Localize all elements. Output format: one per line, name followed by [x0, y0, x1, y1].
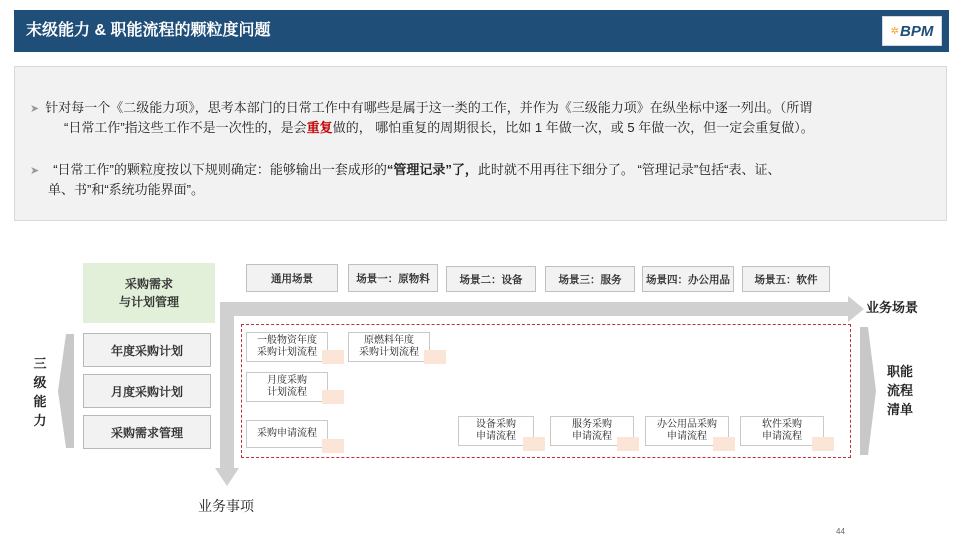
process-line: 采购计划流程	[359, 347, 419, 358]
left-label-char: 能	[33, 394, 47, 409]
left-label-char: 三	[33, 356, 47, 371]
left-bracket-arrow	[58, 334, 74, 448]
process-tag	[322, 439, 344, 453]
scene-header: 场景二：设备	[446, 266, 536, 292]
process-line: 申请流程	[572, 431, 612, 442]
right-axis-label	[880, 362, 920, 419]
process-tag	[424, 350, 446, 364]
right-label-line: 流程	[886, 383, 913, 398]
y-axis-arrow	[215, 302, 239, 486]
level2-line: 与计划管理	[118, 295, 179, 309]
y-axis-label: 业务事项	[198, 498, 254, 514]
process-line: 采购申请流程	[257, 428, 317, 439]
right-label-line: 职能	[886, 364, 913, 379]
logo-text: BPM	[900, 22, 934, 40]
page-title: 末级能力 & 职能流程的颗粒度问题	[26, 22, 271, 39]
left-axis-label	[30, 354, 50, 430]
scene-header: 场景五：软件	[742, 266, 830, 292]
note-text: 此时就不用再往下细分了。 “管理记录”包括“表、证、	[477, 162, 781, 177]
process-tag	[523, 437, 545, 451]
process-line: 月度采购	[267, 375, 307, 386]
right-label-line: 清单	[886, 402, 913, 417]
left-label-char: 力	[33, 413, 47, 428]
process-tag	[713, 437, 735, 451]
process-line: 计划流程	[267, 387, 307, 398]
bullet-arrow-icon: ➤	[30, 165, 40, 177]
scene-header: 场景四：办公用品	[642, 266, 734, 292]
process-box	[246, 332, 328, 362]
logo-mark-icon: ✲	[890, 25, 900, 37]
process-box	[246, 420, 328, 448]
note-text: 做的， 哪怕重复的周期很长，比如 1 年做一次，或 5 年做一次，但一定会重复做）。	[332, 120, 814, 135]
x-axis-label: 业务场景	[866, 300, 919, 315]
note-text: 针对每一个《二级能力项》，思考本部门的日常工作中有哪些是属于这一类的工作，并作为《三级能力项》在纵坐标中逐一列出。（所谓	[45, 100, 813, 115]
process-line: 申请流程	[762, 431, 802, 442]
note-bold: “管理记录”了，	[386, 162, 478, 177]
scene-header: 场景一：原物料	[348, 264, 438, 292]
note-text: “日常工作”的颗粒度按以下规则确定：能够输出一套成形的	[53, 162, 387, 177]
process-tag	[322, 390, 344, 404]
process-box	[246, 372, 328, 402]
process-line: 软件采购	[762, 419, 802, 430]
left-label-char: 级	[33, 375, 47, 390]
right-bracket-arrow	[860, 327, 876, 455]
process-line: 采购计划流程	[257, 347, 317, 358]
page-number: 44	[836, 527, 845, 536]
process-box	[348, 332, 430, 362]
level2-line: 采购需求	[124, 277, 173, 291]
level3-item: 采购需求管理	[83, 415, 211, 449]
process-line: 原燃料年度	[364, 335, 414, 346]
scene-header: 通用场景	[246, 264, 338, 292]
level3-item: 月度采购计划	[83, 374, 211, 408]
process-tag	[617, 437, 639, 451]
note-text: 单、书”和“系统功能界面”。	[48, 182, 204, 197]
process-line: 一般物资年度	[257, 335, 317, 346]
process-line: 服务采购	[572, 419, 612, 430]
bullet-arrow-icon: ➤	[30, 103, 40, 115]
note-highlight: 重复	[306, 120, 333, 135]
process-line: 申请流程	[667, 431, 707, 442]
process-line: 办公用品采购	[657, 419, 717, 430]
process-line: 设备采购	[476, 419, 516, 430]
note-text: “日常工作”指这些工作不是一次性的，是会	[64, 120, 307, 135]
x-axis-arrow	[220, 296, 864, 322]
process-tag	[322, 350, 344, 364]
scene-header: 场景三：服务	[545, 266, 635, 292]
process-tag	[812, 437, 834, 451]
level3-item: 年度采购计划	[83, 333, 211, 367]
process-line: 申请流程	[476, 431, 516, 442]
